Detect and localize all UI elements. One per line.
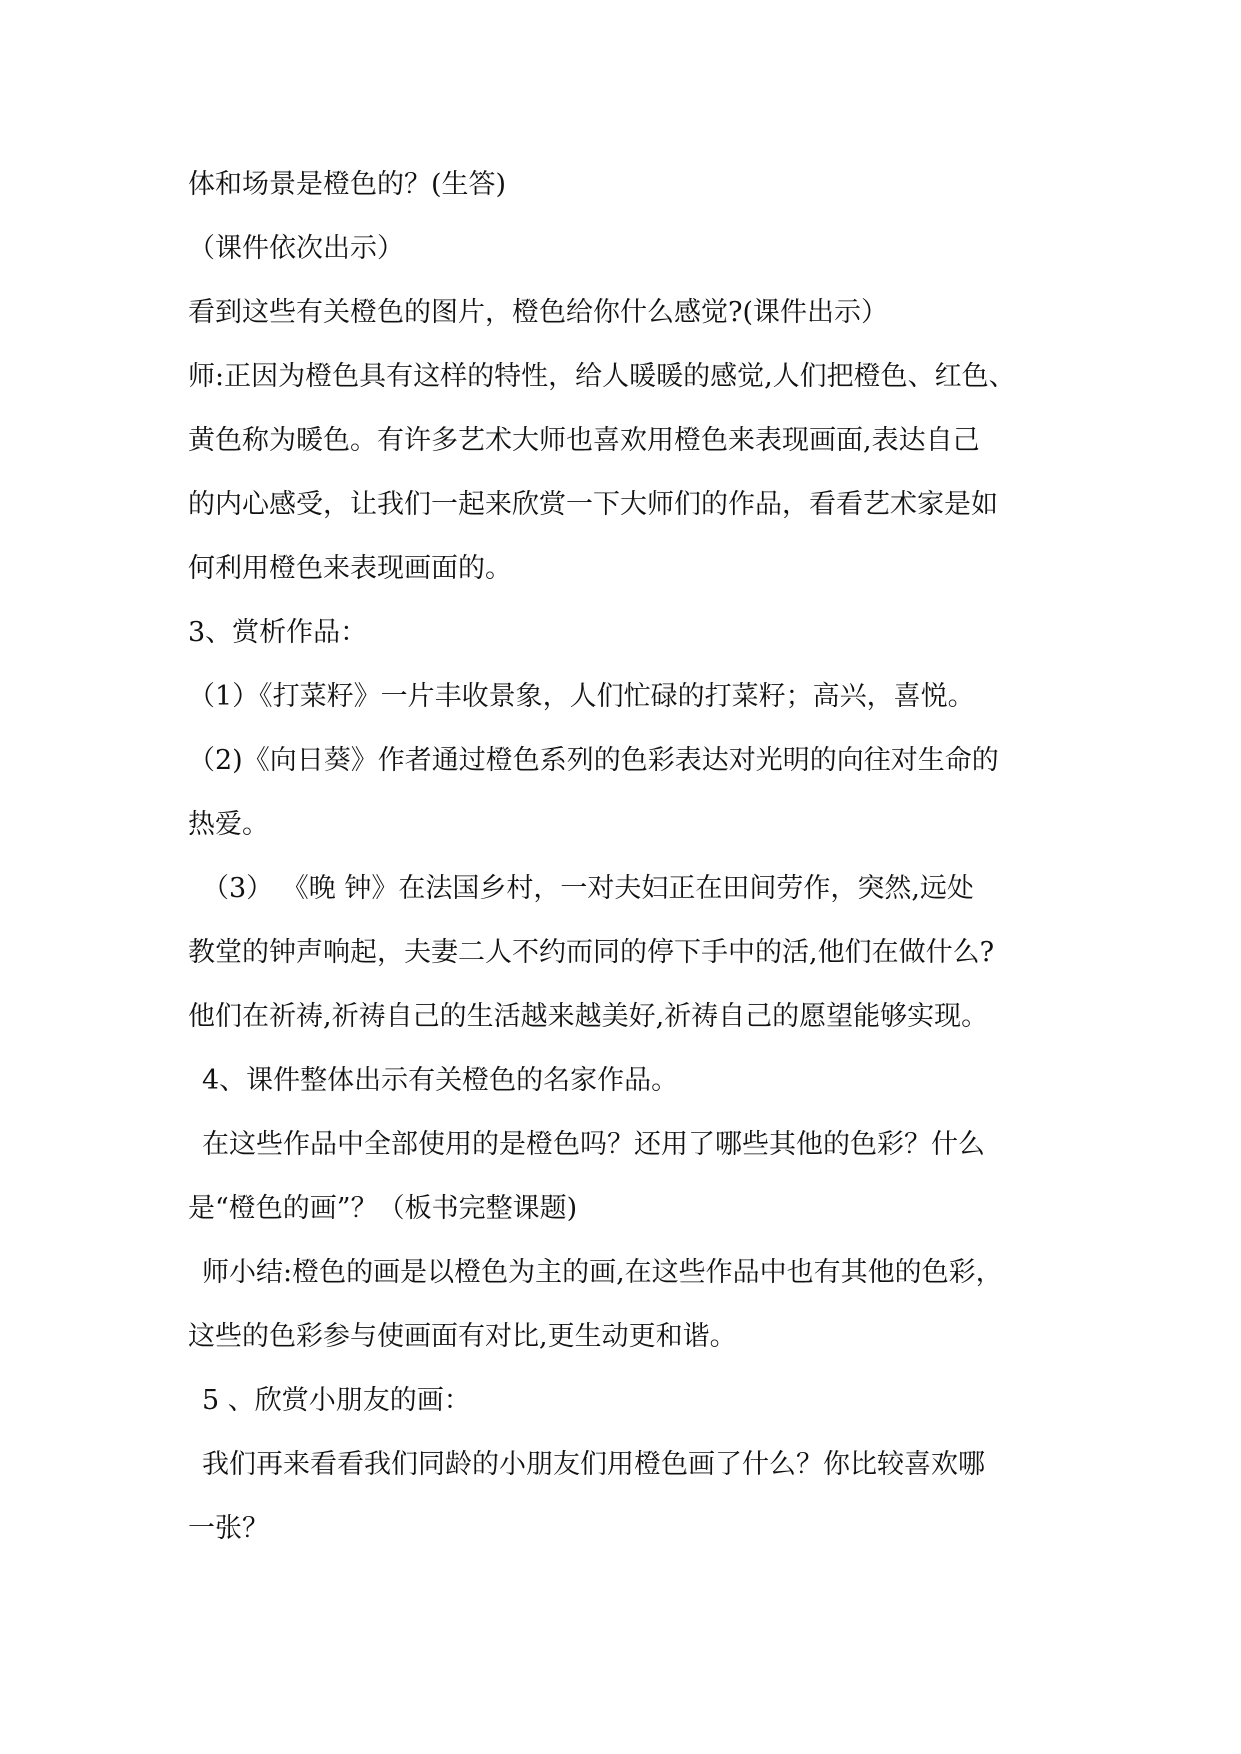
text-line-1: 体和场景是橙色的？(生答) bbox=[188, 169, 507, 200]
text-line-10: （2)《向日葵》作者通过橙色系列的色彩表达对光明的向往对生命的 bbox=[188, 745, 999, 776]
text-line-21: 我们再来看看我们同龄的小朋友们用橙色画了什么？你比较喜欢哪 bbox=[202, 1449, 985, 1480]
text-line-19: 这些的色彩参与使画面有对比,更生动更和谐。 bbox=[188, 1321, 737, 1352]
section-heading-5: 5 、欣赏小朋友的画： bbox=[202, 1385, 471, 1416]
text-line-9: （1）《打菜籽》一片丰收景象，人们忙碌的打菜籽；高兴，喜悦。 bbox=[188, 681, 975, 712]
text-line-6: 的内心感受，让我们一起来欣赏一下大师们的作品，看看艺术家是如 bbox=[188, 489, 998, 520]
text-line-18: 师小结:橙色的画是以橙色为主的画,在这些作品中也有其他的色彩， bbox=[202, 1257, 1003, 1288]
text-line-11: 热爱。 bbox=[188, 809, 269, 840]
text-line-5: 黄色称为暖色。有许多艺术大师也喜欢用橙色来表现画面,表达自己 bbox=[188, 425, 980, 456]
text-line-16: 在这些作品中全部使用的是橙色吗？还用了哪些其他的色彩？什么 bbox=[202, 1129, 985, 1160]
text-line-14: 他们在祈祷,祈祷自己的生活越来越美好,祈祷自己的愿望能够实现。 bbox=[188, 1001, 989, 1032]
text-line-13: 教堂的钟声响起，夫妻二人不约而同的停下手中的活,他们在做什么? bbox=[188, 937, 995, 968]
section-heading-3: 3、赏析作品： bbox=[188, 617, 368, 648]
text-line-17: 是“橙色的画”？（板书完整课题) bbox=[188, 1193, 578, 1224]
text-line-2: （课件依次出示） bbox=[188, 233, 404, 264]
text-line-12: （3） 《晚 钟》在法国乡村，一对夫妇正在田间劳作，突然,远处 bbox=[202, 873, 974, 904]
text-line-3: 看到这些有关橙色的图片，橙色给你什么感觉?(课件出示） bbox=[188, 297, 889, 328]
text-line-4: 师:正因为橙色具有这样的特性，给人暖暖的感觉,人们把橙色、红色、 bbox=[188, 361, 1016, 392]
section-heading-4: 4、课件整体出示有关橙色的名家作品。 bbox=[202, 1065, 679, 1096]
text-line-22: 一张？ bbox=[188, 1513, 269, 1544]
text-line-7: 何利用橙色来表现画面的。 bbox=[188, 553, 512, 584]
